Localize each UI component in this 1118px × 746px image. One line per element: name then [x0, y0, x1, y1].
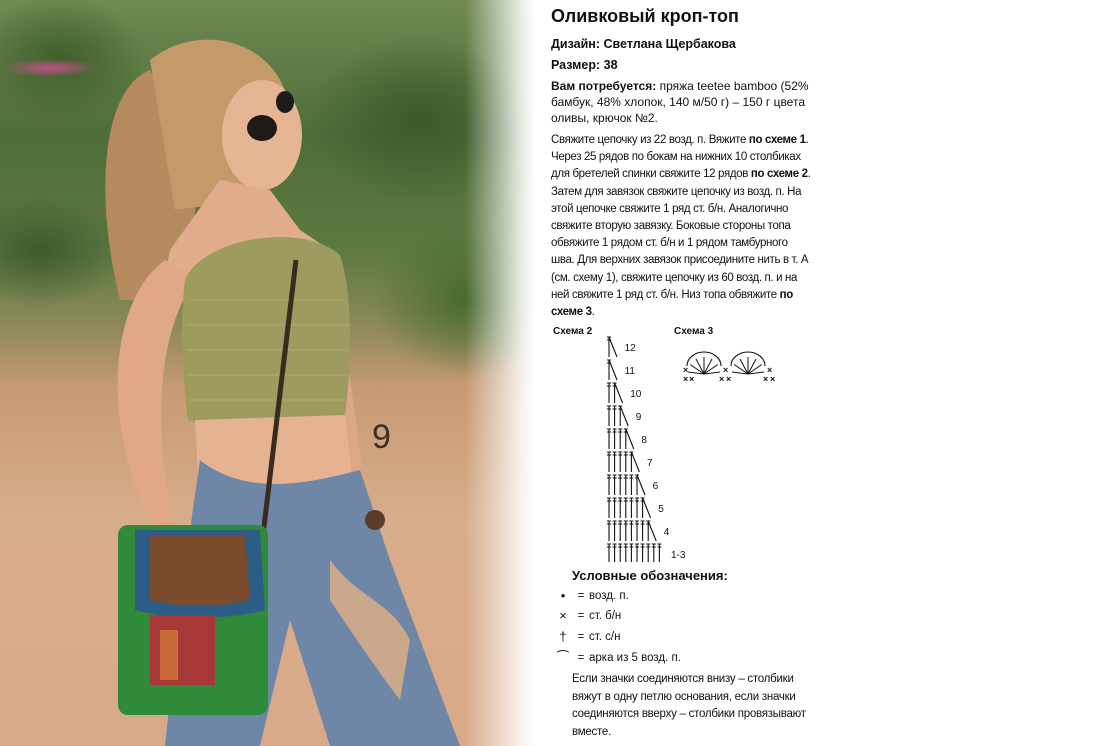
schema-2-label: Схема 2: [553, 326, 593, 337]
legend-item-chain: [553, 588, 629, 603]
double-crochet-stitch: [624, 498, 628, 518]
row-number-label: 8: [641, 435, 647, 446]
legend-title: Условные обозначения:: [572, 568, 728, 583]
double-crochet-stitch: [629, 475, 633, 495]
double-crochet-stitch: [629, 498, 633, 518]
double-crochet-stitch: [624, 452, 628, 472]
double-crochet-stitch: [613, 498, 617, 518]
instructions-part-2: . Через 25 рядов по бокам на нижних 10 столбиках для бретелей спинки свяжите 12 рядов: [551, 134, 809, 181]
double-crochet-stitch: [613, 452, 617, 472]
double-crochet-stitch: [641, 521, 645, 541]
design-value: Светлана Щербакова: [603, 37, 736, 51]
legend-text: возд. п.: [589, 589, 629, 602]
double-crochet-stitch: [607, 383, 611, 403]
instructions-schema-2: по схеме 2: [750, 168, 808, 181]
double-crochet-stitch: [607, 498, 611, 518]
row-number-label: 9: [635, 412, 642, 423]
decrease-stitch: [620, 406, 628, 426]
size-line: [551, 58, 618, 72]
double-crochet-stitch: [652, 544, 656, 562]
decrease-stitch: [615, 383, 623, 403]
double-crochet-stitch: [624, 544, 628, 562]
legend-item-double-crochet: [553, 629, 620, 644]
single-crochet-mark: ×: [683, 374, 689, 384]
photo-fade: [465, 0, 535, 746]
row-number-label: 10: [630, 389, 642, 400]
double-crochet-stitch: [607, 452, 611, 472]
double-crochet-icon: †: [559, 629, 567, 644]
page-number: 9: [372, 418, 391, 456]
materials-text: пряжа teetee bamboo (52% бамбук, 48% хлопок, 140 м/50 г) – 150 г цвета оливы, крючок №2.: [551, 79, 809, 125]
double-crochet-stitch: [629, 521, 633, 541]
double-crochet-stitch: [607, 544, 611, 562]
double-crochet-stitch: [646, 544, 650, 562]
schema-3-diagram: [682, 344, 777, 386]
double-crochet-stitch: [607, 429, 611, 449]
single-crochet-mark: ×: [763, 374, 769, 384]
double-crochet-stitch: [624, 521, 628, 541]
instructions-part-1: Свяжите цепочку из 22 возд. п. Вяжите: [551, 134, 749, 146]
decrease-stitch: [631, 452, 639, 472]
design-label: Дизайн:: [551, 37, 600, 51]
legend-equals: =: [577, 630, 585, 643]
double-crochet-stitch: [613, 544, 617, 562]
double-crochet-stitch: [635, 521, 639, 541]
design-line: [551, 37, 736, 51]
size-value: 38: [603, 58, 618, 72]
single-crochet-mark: ×: [683, 365, 689, 375]
double-crochet-stitch: [657, 544, 661, 562]
double-crochet-stitch: [607, 475, 611, 495]
row-number-label: 5: [658, 504, 664, 515]
double-crochet-stitch: [635, 544, 639, 562]
materials-label: Вам потребуется:: [551, 79, 657, 93]
decrease-stitch: [626, 429, 634, 449]
legend-equals: =: [577, 609, 585, 622]
double-crochet-stitch: [618, 521, 622, 541]
row-number-label: 6: [652, 481, 659, 492]
double-crochet-stitch: [618, 544, 622, 562]
double-crochet-stitch: [618, 475, 622, 495]
decrease-stitch: [609, 360, 617, 380]
instructions-part-3: . Затем для завязок свяжите цепочку из возд. п. На этой цепочке свяжите 1 ряд ст. б/н. Аналогично свяжите вторую завязку. Боковые стороны топа обвяжите 1 рядом ст. б/н и 1 рядом тамбурного шва. Для верхних завязок присоедините нить в т. А (см. схему 1), свяжите цепочку из 60 возд. п. и на ней свяжите 1 ряд ст. б/н. Низ топа обвяжите: [551, 168, 811, 301]
row-number-label: 1-3: [671, 550, 686, 561]
legend-equals: =: [577, 652, 585, 664]
double-crochet-stitch: [641, 544, 645, 562]
decrease-stitch: [609, 337, 617, 357]
double-crochet-stitch: [618, 452, 622, 472]
double-crochet-stitch: [613, 475, 617, 495]
double-crochet-stitch: [624, 475, 628, 495]
single-crochet-mark: ×: [723, 365, 729, 375]
row-number-label: 11: [624, 366, 635, 377]
double-crochet-stitch: [613, 429, 617, 449]
row-number-label: 7: [647, 458, 653, 469]
instructions-schema-3: по схеме 3: [551, 288, 793, 319]
instructions-schema-1: по схеме 1: [748, 134, 806, 146]
legend-item-single-crochet: [553, 608, 621, 623]
legend-equals: =: [577, 589, 585, 602]
double-crochet-stitch: [635, 498, 639, 518]
legend-text: ст. с/н: [589, 630, 621, 643]
row-number-label: 4: [663, 527, 670, 538]
model-photo: [0, 0, 535, 746]
double-crochet-stitch: [629, 544, 633, 562]
double-crochet-stitch: [618, 429, 622, 449]
double-crochet-stitch: [607, 406, 611, 426]
double-crochet-stitch: [613, 406, 617, 426]
double-crochet-stitch: [613, 521, 617, 541]
schema-3-label: Схема 3: [674, 326, 714, 337]
arch-icon: ⁀: [557, 650, 569, 665]
shell-fan: [731, 352, 765, 374]
row-number-label: 12: [624, 343, 636, 354]
legend-note: Если значки соединяются внизу – столбики вяжут в одну петлю основания, если значки соединяются вверху – столбики провязывают вместе.: [572, 673, 806, 738]
single-crochet-mark: ×: [770, 374, 776, 384]
double-crochet-stitch: [618, 498, 622, 518]
materials-paragraph: [551, 78, 811, 126]
decrease-stitch: [637, 475, 645, 495]
decrease-stitch: [643, 498, 651, 518]
single-crochet-mark: ×: [719, 374, 725, 384]
legend-text: арка из 5 возд. п.: [589, 652, 681, 664]
model-figure: [0, 0, 535, 746]
instructions-paragraph: [551, 132, 811, 321]
decrease-stitch: [648, 521, 656, 541]
legend-item-arch: [553, 650, 681, 666]
size-label: Размер:: [551, 58, 601, 72]
single-crochet-mark: ×: [767, 365, 773, 375]
pattern-title: Оливковый кроп-топ: [551, 6, 739, 26]
single-crochet-mark: ×: [726, 374, 732, 384]
instructions-part-4: .: [591, 306, 595, 319]
legend-text: ст. б/н: [589, 609, 622, 622]
shell-fan: [687, 352, 721, 374]
single-crochet-icon: ×: [559, 608, 567, 623]
chain-stitch-icon: •: [560, 588, 566, 603]
single-crochet-mark: ×: [689, 374, 695, 384]
double-crochet-stitch: [607, 521, 611, 541]
